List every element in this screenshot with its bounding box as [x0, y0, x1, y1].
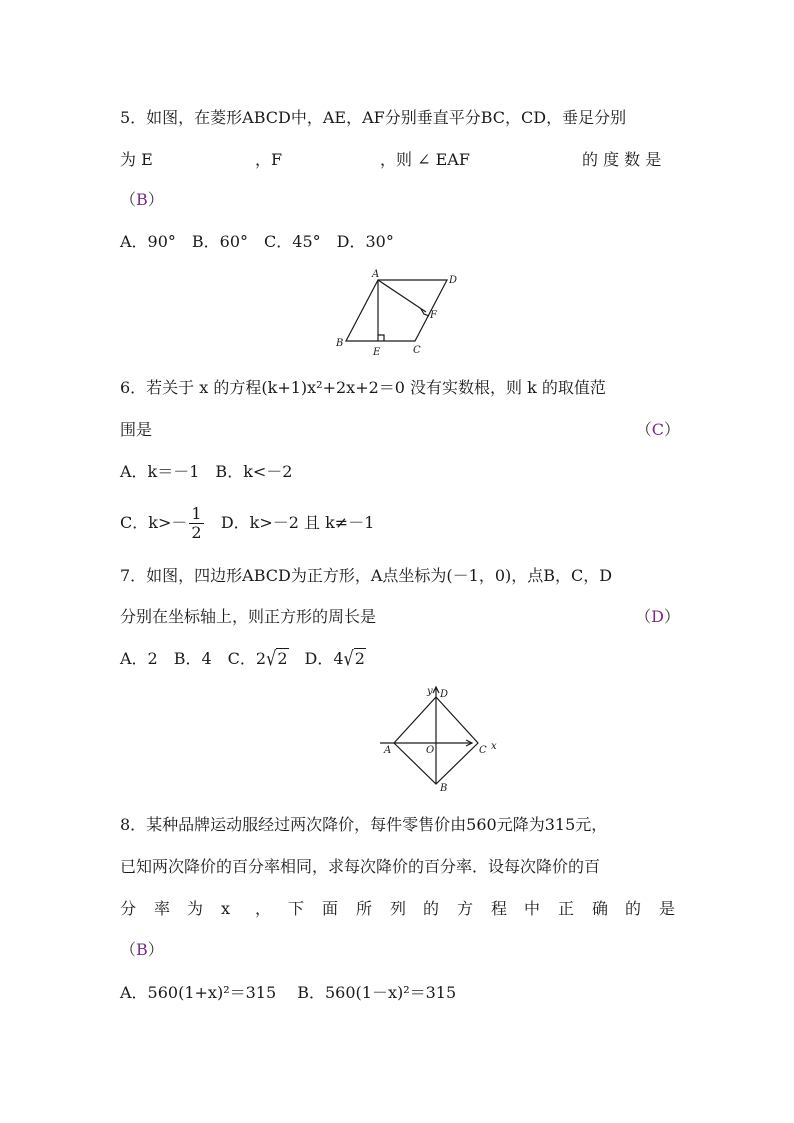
q6-answer-letter: C	[651, 420, 664, 439]
q7-opt-d-radicand: 2	[354, 649, 365, 668]
label-o: O	[426, 745, 435, 756]
q8-line3-char: 率	[154, 899, 171, 918]
q5-line2-part1: 为 E	[120, 150, 153, 169]
q7-line2-text: 分别在坐标轴上，则正方形的周长是	[120, 607, 377, 626]
q5-line2-part2: ，F	[255, 150, 283, 169]
q7-opt-c-radicand: 2	[277, 649, 288, 668]
q8-line2: 已知两次降价的百分率相同，求每次降价的百分率．设每次降价的百	[120, 857, 601, 876]
label-a: A	[372, 269, 380, 280]
q7-opt-d: D．4	[304, 649, 344, 668]
label-f: F	[430, 310, 437, 321]
q7-options: A．2 B．4 C．2√2 D．4√2	[120, 646, 365, 671]
q8-line3-char: x	[221, 899, 231, 918]
q6-opt-d: D．k>－2 且 k≠－1	[220, 513, 375, 532]
q6-line2	[120, 420, 680, 440]
q6-fraction-den: 2	[191, 523, 202, 542]
q7-answer: （D）	[635, 607, 680, 626]
label-b: B	[336, 338, 344, 349]
q8-line3-char: 面	[322, 899, 339, 918]
q6-line2-text: 围是	[120, 420, 153, 439]
label-d: D	[440, 689, 449, 700]
q8-line3-char: 的	[423, 899, 440, 918]
q6-fraction-num: 1	[191, 504, 202, 523]
q7-opt-abc: A．2 B．4 C．2	[120, 649, 267, 668]
rhombus-figure	[0, 265, 794, 365]
q8-line3-char: 方	[457, 899, 474, 918]
right-angle-f	[421, 309, 429, 316]
q8-line3-char: 分	[120, 899, 137, 918]
q8-line3-char: 是	[659, 899, 676, 918]
label-y: y	[427, 686, 433, 697]
q5-line2-part4: 的 度 数 是	[582, 150, 662, 169]
q8-options: A．560(1+x)²＝315 B．560(1－x)²＝315	[120, 983, 457, 1002]
q8-line3-char: 列	[390, 899, 407, 918]
q8-answer: （B）	[120, 940, 164, 959]
q7-answer-letter: D	[651, 607, 664, 626]
q6-opt-c: C．k>－	[120, 513, 188, 532]
q6-line1: 6．若关于 x 的方程(k+1)x²+2x+2＝0 没有实数根，则 k 的取值范	[120, 378, 606, 397]
q8-line3-char: 所	[356, 899, 373, 918]
q8-line3-char: 正	[558, 899, 575, 918]
q8-line3-char: 为	[187, 899, 204, 918]
q5-options: A．90° B．60° C．45° D．30°	[120, 232, 394, 251]
q5-answer: （B）	[120, 190, 164, 209]
q5-line2-part3: ，则 ∠ EAF	[380, 150, 470, 169]
q6-answer: （C）	[635, 420, 680, 439]
q8-line3-char: 确	[592, 899, 609, 918]
q6-fraction	[189, 505, 203, 542]
q8-line3-char: ，	[255, 899, 272, 918]
q8-answer-letter: B	[136, 940, 148, 959]
label-c: C	[479, 745, 487, 756]
q6-options-cd	[120, 505, 374, 542]
q7-line1: 7．如图，四边形ABCD为正方形，A点坐标为(－1，0)，点B，C，D	[120, 566, 613, 585]
q5-answer-letter: B	[136, 190, 148, 209]
label-d: D	[449, 275, 458, 286]
q8-line3-char: 的	[625, 899, 642, 918]
label-e: E	[373, 347, 381, 358]
q7-line2	[120, 607, 680, 627]
label-a: A	[384, 745, 392, 756]
q5-line1: 5．如图，在菱形ABCD中，AE，AF分别垂直平分BC，CD，垂足分别	[120, 108, 627, 127]
q8-line1: 8．某种品牌运动服经过两次降价，每件零售价由560元降为315元，	[120, 815, 608, 834]
q8-line3-char: 程	[491, 899, 508, 918]
q6-options-ab: A．k＝－1 B．k<－2	[120, 462, 293, 481]
right-angle-e	[378, 335, 384, 341]
q8-line3-char: 中	[524, 899, 541, 918]
q8-line3-char: 下	[288, 899, 305, 918]
square-figure	[0, 683, 794, 803]
label-x: x	[491, 741, 497, 752]
label-c: C	[413, 345, 421, 356]
af-segment	[378, 280, 426, 312]
label-b: B	[440, 783, 448, 794]
